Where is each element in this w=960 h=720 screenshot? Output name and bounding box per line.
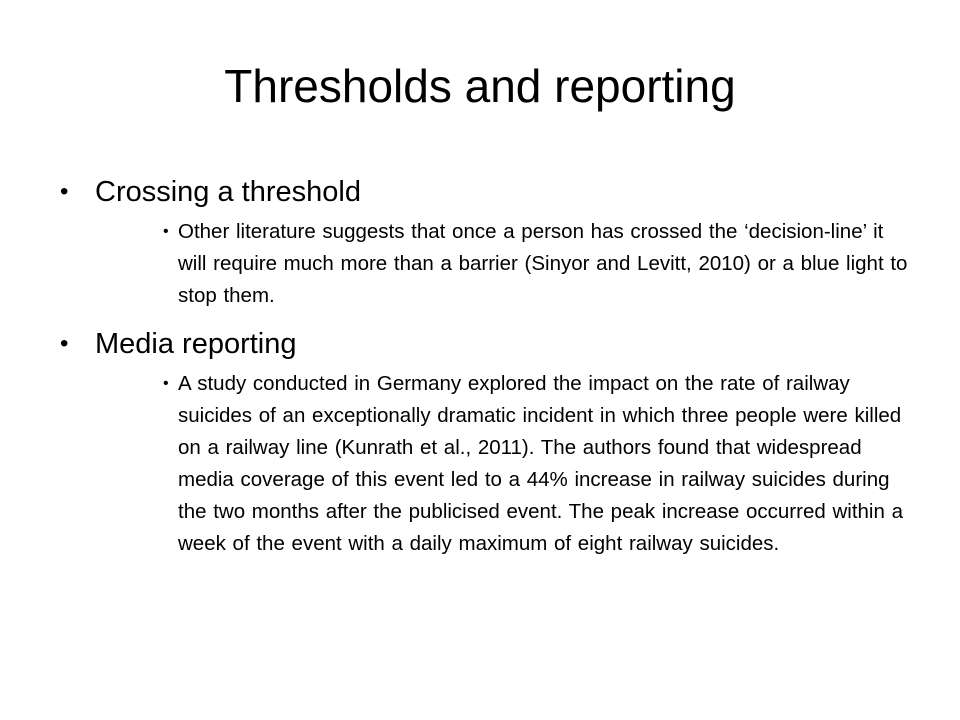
bullet-dot-icon: • xyxy=(163,223,169,240)
sub-bullet-germany-study xyxy=(163,368,912,560)
bullet-dot-icon: • xyxy=(163,375,169,392)
sub-bullet-text: A study conducted in Germany explored the impact on the rate of railway suicides of an exceptionally dramatic incident in which three people were killed on a railway line (Kunrath et al., 2011). The authors found that widespread media coverage of this event led to a 44% increase in railway suicides during the two months after the publicised event. The peak increase occurred within a week of the event with a daily maximum of eight railway suicides. xyxy=(178,372,903,555)
slide-body xyxy=(60,172,912,560)
section-heading: Media reporting xyxy=(95,328,297,360)
sub-bullet-decision-line xyxy=(163,216,912,312)
sub-bullet-text: Other literature suggests that once a person has crossed the ‘decision-line’ it will require much more than a barrier (Sinyor and Levitt, 2010) or a blue light to stop them. xyxy=(178,220,908,307)
bullet-crossing-threshold xyxy=(60,172,912,212)
bullet-media-reporting xyxy=(60,324,912,364)
bullet-dot-icon: • xyxy=(60,178,69,205)
slide-title: Thresholds and reporting xyxy=(224,60,736,112)
bullet-dot-icon: • xyxy=(60,330,69,357)
section-heading: Crossing a threshold xyxy=(95,176,361,208)
